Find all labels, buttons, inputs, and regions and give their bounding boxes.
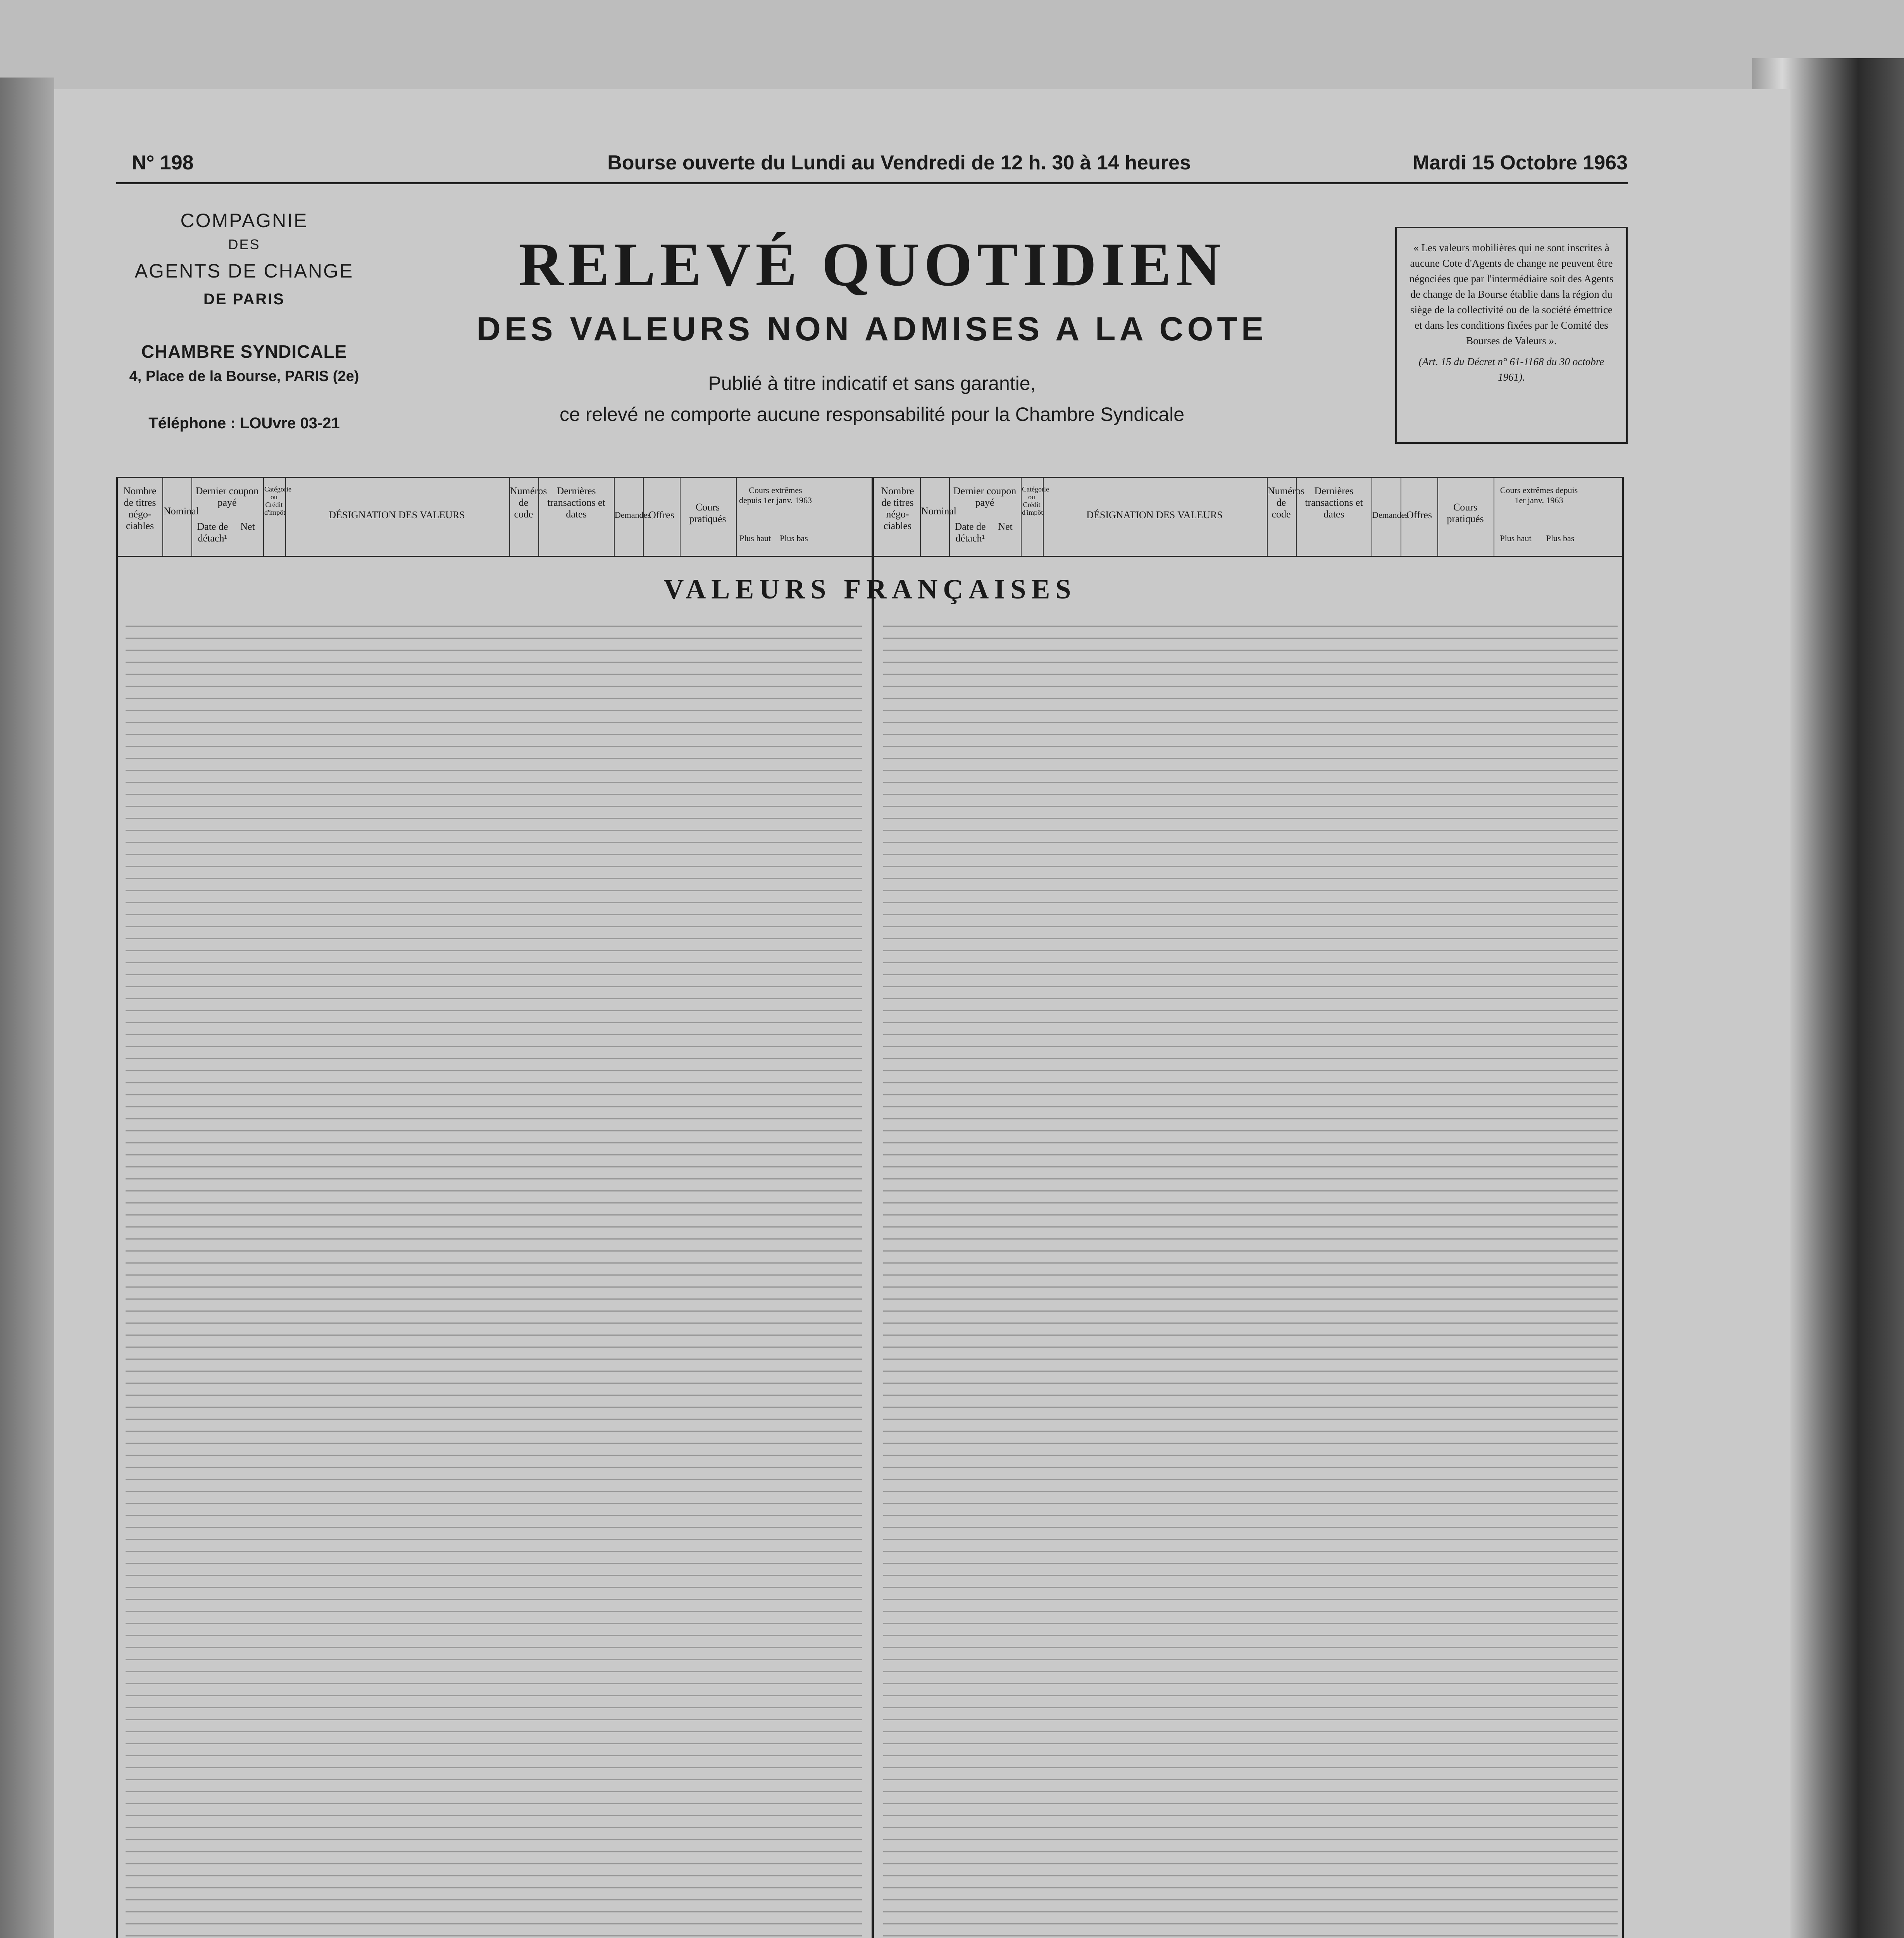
table-row xyxy=(883,986,1618,987)
table-row xyxy=(126,794,862,795)
table-row xyxy=(126,1419,862,1420)
table-row xyxy=(126,854,862,855)
table-row xyxy=(883,818,1618,819)
table-row xyxy=(126,1238,862,1240)
table-row xyxy=(883,1719,1618,1720)
table-row xyxy=(126,698,862,699)
col-dernier-coupon-right: Dernier coupon payé xyxy=(953,485,1017,508)
page-title: RELEVÉ QUOTIDIEN xyxy=(519,230,1225,299)
table-row xyxy=(126,1899,862,1900)
table-row xyxy=(126,902,862,903)
table-row xyxy=(883,1743,1618,1744)
header-rule xyxy=(116,182,1628,184)
table-row xyxy=(883,1238,1618,1240)
publication-note: Publié à titre indicatif et sans garantie, xyxy=(708,372,1036,394)
table-row xyxy=(126,1106,862,1107)
table-row xyxy=(883,626,1618,627)
table-row xyxy=(883,1491,1618,1492)
table-row xyxy=(126,1022,862,1023)
table-row xyxy=(126,1839,862,1840)
table-row xyxy=(126,1166,862,1167)
col-offres: Offres xyxy=(649,509,674,521)
table-row xyxy=(126,830,862,831)
table-row xyxy=(126,1887,862,1888)
legal-notice-reference: (Art. 15 du Décret n° 61-1168 du 30 octobre 1961). xyxy=(1418,356,1604,383)
table-row xyxy=(126,1935,862,1936)
table-row xyxy=(883,1058,1618,1059)
table-row xyxy=(126,962,862,963)
table-row xyxy=(883,902,1618,903)
table-row xyxy=(883,1503,1618,1504)
table-row xyxy=(126,722,862,723)
table-row xyxy=(126,1010,862,1011)
table-row xyxy=(883,830,1618,831)
col-divider xyxy=(538,478,539,556)
table-row xyxy=(126,938,862,939)
table-row xyxy=(126,818,862,819)
table-row xyxy=(126,1094,862,1095)
table-row xyxy=(883,1455,1618,1456)
table-row xyxy=(126,1599,862,1600)
table-row xyxy=(126,1503,862,1504)
table-row xyxy=(126,1743,862,1744)
table-row xyxy=(126,662,862,663)
table-row xyxy=(883,1563,1618,1564)
table-row xyxy=(126,1286,862,1288)
col-plus-haut: Plus haut xyxy=(739,533,771,543)
table-row xyxy=(126,926,862,927)
table-row xyxy=(883,1551,1618,1552)
table-row xyxy=(883,638,1618,639)
table-row xyxy=(126,1683,862,1684)
table-row xyxy=(126,806,862,807)
table-row xyxy=(883,674,1618,675)
table-row xyxy=(883,1010,1618,1011)
table-row xyxy=(126,674,862,675)
table-row xyxy=(126,866,862,867)
table-row xyxy=(126,1611,862,1612)
table-row xyxy=(126,1274,862,1276)
col-categorie: Catégorie ou Crédit d'impôt xyxy=(264,485,291,516)
table-row xyxy=(883,1274,1618,1276)
responsibility-note: ce relevé ne comporte aucune responsabilité pour la Chambre Syndicale xyxy=(559,403,1185,425)
table-row xyxy=(883,1298,1618,1300)
col-offres-right: Offres xyxy=(1406,509,1432,521)
table-row xyxy=(883,1322,1618,1324)
table-row xyxy=(126,890,862,891)
col-net: Net xyxy=(240,521,255,532)
table-row xyxy=(883,1635,1618,1636)
table-row xyxy=(883,1034,1618,1035)
issue-number: N° 198 xyxy=(132,152,194,174)
legal-notice-box xyxy=(1395,227,1628,444)
table-row xyxy=(126,1779,862,1780)
table-row xyxy=(126,1671,862,1672)
table-row xyxy=(126,1034,862,1035)
table-row xyxy=(883,1659,1618,1660)
table-row xyxy=(883,806,1618,807)
table-row xyxy=(126,1851,862,1852)
table-row xyxy=(883,1166,1618,1167)
table-row xyxy=(126,638,862,639)
table-row xyxy=(126,1467,862,1468)
table-row xyxy=(883,1262,1618,1264)
col-plus-bas: Plus bas xyxy=(780,533,808,543)
table-row xyxy=(126,1383,862,1384)
col-designation: DÉSIGNATION DES VALEURS xyxy=(329,509,465,521)
table-row xyxy=(126,1431,862,1432)
col-divider xyxy=(643,478,644,556)
table-row xyxy=(126,1322,862,1324)
col-code: Numéros de code xyxy=(510,485,547,520)
table-row xyxy=(883,1118,1618,1119)
table-row xyxy=(883,1887,1618,1888)
table-row xyxy=(126,1455,862,1456)
issue-date: Mardi 15 Octobre 1963 xyxy=(1413,152,1628,174)
table-row xyxy=(126,1154,862,1155)
table-row xyxy=(126,1310,862,1312)
table-row xyxy=(126,770,862,771)
table-row xyxy=(126,1142,862,1143)
table-row xyxy=(883,1839,1618,1840)
masthead-company: COMPAGNIE xyxy=(180,210,308,231)
table-row xyxy=(126,1587,862,1588)
table-row xyxy=(126,1815,862,1816)
col-dernier-coupon: Dernier coupon payé xyxy=(195,485,259,508)
securities-table xyxy=(116,477,1624,1938)
table-row xyxy=(126,842,862,843)
table-row xyxy=(126,626,862,627)
col-net-right: Net xyxy=(998,521,1013,532)
table-row xyxy=(126,950,862,951)
table-row xyxy=(126,914,862,915)
table-row xyxy=(126,746,862,747)
col-nominal-right: Nominal xyxy=(921,505,956,517)
left-page-edge xyxy=(0,78,54,1938)
table-row xyxy=(126,1395,862,1396)
table-row xyxy=(126,1214,862,1216)
table-row xyxy=(883,722,1618,723)
table-row xyxy=(883,842,1618,843)
table-row xyxy=(883,1335,1618,1336)
table-row xyxy=(883,1046,1618,1047)
table-row xyxy=(883,1815,1618,1816)
col-plus-haut-right: Plus haut xyxy=(1500,533,1532,543)
col-divider xyxy=(263,478,264,556)
table-row xyxy=(883,974,1618,975)
table-row xyxy=(126,686,862,687)
table-row xyxy=(126,1335,862,1336)
table-row xyxy=(883,1923,1618,1924)
table-row xyxy=(883,1286,1618,1288)
table-row xyxy=(883,734,1618,735)
table-row xyxy=(883,698,1618,699)
table-row xyxy=(883,1611,1618,1612)
table-row xyxy=(126,1767,862,1768)
table-row xyxy=(883,950,1618,951)
col-cours-extremes: Cours extrêmes depuis 1er janv. 1963 xyxy=(739,485,812,505)
table-row xyxy=(883,782,1618,783)
table-row xyxy=(883,1094,1618,1095)
table-row xyxy=(126,710,862,711)
table-row xyxy=(883,1142,1618,1143)
table-row xyxy=(883,926,1618,927)
col-divider xyxy=(920,478,921,556)
table-row xyxy=(126,650,862,651)
table-row xyxy=(883,1731,1618,1732)
table-row xyxy=(126,1058,862,1059)
table-center-divider xyxy=(872,478,874,1938)
table-row xyxy=(126,1551,862,1552)
table-row xyxy=(883,878,1618,879)
table-row xyxy=(126,1070,862,1071)
table-row xyxy=(126,1803,862,1804)
section-heading: VALEURS FRANÇAISES xyxy=(663,574,1077,605)
col-divider xyxy=(285,478,286,556)
table-row xyxy=(126,1130,862,1131)
table-row xyxy=(883,1671,1618,1672)
table-row xyxy=(126,734,862,735)
table-row xyxy=(126,1875,862,1876)
table-row xyxy=(883,1250,1618,1252)
table-row xyxy=(883,686,1618,687)
col-code-right: Numéros de code xyxy=(1268,485,1305,520)
table-row xyxy=(883,1178,1618,1179)
table-row xyxy=(883,1154,1618,1155)
table-row xyxy=(126,1359,862,1360)
table-row xyxy=(883,746,1618,747)
table-row xyxy=(883,1202,1618,1203)
table-row xyxy=(883,1359,1618,1360)
table-row xyxy=(883,1527,1618,1528)
table-row xyxy=(883,1803,1618,1804)
col-divider xyxy=(1021,478,1022,556)
table-row xyxy=(883,1623,1618,1624)
table-row xyxy=(126,998,862,999)
table-row xyxy=(126,782,862,783)
table-row xyxy=(883,1695,1618,1696)
masthead-address: 4, Place de la Bourse, PARIS (2e) xyxy=(129,368,359,384)
col-categorie-right: Catégorie ou Crédit d'impôt xyxy=(1022,485,1049,516)
table-row xyxy=(883,1190,1618,1191)
table-row xyxy=(883,794,1618,795)
table-row xyxy=(883,1647,1618,1648)
table-row xyxy=(883,998,1618,999)
table-row xyxy=(883,1587,1618,1588)
table-row xyxy=(883,1575,1618,1576)
table-row xyxy=(883,1022,1618,1023)
table-row xyxy=(126,1491,862,1492)
table-row xyxy=(126,1659,862,1660)
table-row xyxy=(883,1755,1618,1756)
col-date-detach: Date de détach¹ xyxy=(197,521,228,544)
masthead-des: DES xyxy=(228,236,260,252)
table-row xyxy=(126,1719,862,1720)
table-row xyxy=(883,1863,1618,1864)
table-row xyxy=(126,1262,862,1264)
table-row xyxy=(883,758,1618,759)
table-row xyxy=(126,1226,862,1228)
table-row xyxy=(126,1202,862,1203)
table-row xyxy=(883,1130,1618,1131)
table-row xyxy=(883,1851,1618,1852)
col-nombre-titres-right: Nombre de titres négo-ciables xyxy=(881,485,914,531)
table-row xyxy=(883,710,1618,711)
col-divider xyxy=(1296,478,1297,556)
table-row xyxy=(126,1695,862,1696)
table-row xyxy=(883,1431,1618,1432)
table-row xyxy=(883,854,1618,855)
table-row xyxy=(883,1214,1618,1216)
table-row xyxy=(883,1443,1618,1444)
table-row xyxy=(126,1707,862,1708)
table-row xyxy=(126,1082,862,1083)
col-plus-bas-right: Plus bas xyxy=(1546,533,1575,543)
table-row xyxy=(883,1827,1618,1828)
table-row xyxy=(883,938,1618,939)
table-row xyxy=(126,1575,862,1576)
table-row xyxy=(883,650,1618,651)
table-row xyxy=(126,1539,862,1540)
table-row xyxy=(126,1827,862,1828)
masthead-telephone: Téléphone : LOUvre 03-21 xyxy=(148,415,340,432)
table-row xyxy=(126,1647,862,1648)
col-nominal: Nominal xyxy=(164,505,199,517)
table-row xyxy=(883,1899,1618,1900)
table-row xyxy=(126,1527,862,1528)
table-row xyxy=(883,1407,1618,1408)
table-row xyxy=(883,1310,1618,1312)
legal-notice-text: « Les valeurs mobilières qui ne sont inscrites à aucune Cote d'Agents de change ne peuvent être négociées que par l'intermédiaire soit des Agents de change de la Bourse établie dans la région du siège de la collectivité ou de la société émettrice et dans les conditions fixées par le Comité des Bourses de Valeurs ». xyxy=(1409,242,1614,347)
table-row xyxy=(126,1479,862,1480)
table-row xyxy=(126,1923,862,1924)
table-row xyxy=(883,1707,1618,1708)
table-row xyxy=(883,1419,1618,1420)
col-demandes-right: Demandes xyxy=(1372,510,1408,520)
table-row xyxy=(126,1443,862,1444)
table-row xyxy=(126,1731,862,1732)
table-row xyxy=(126,1755,862,1756)
table-row xyxy=(126,1563,862,1564)
table-row xyxy=(883,962,1618,963)
table-row xyxy=(883,1767,1618,1768)
table-row xyxy=(126,1863,862,1864)
col-transactions: Dernières transactions et dates xyxy=(547,485,605,520)
col-date-detach-right: Date de détach¹ xyxy=(955,521,986,544)
table-row xyxy=(126,1515,862,1516)
table-row xyxy=(883,890,1618,891)
table-row xyxy=(126,1623,862,1624)
col-transactions-right: Dernières transactions et dates xyxy=(1305,485,1363,520)
table-row xyxy=(883,1070,1618,1071)
table-row xyxy=(126,1371,862,1372)
table-row xyxy=(883,866,1618,867)
col-designation-right: DÉSIGNATION DES VALEURS xyxy=(1086,509,1223,521)
col-demandes: Demandes xyxy=(615,510,651,520)
table-row xyxy=(883,1383,1618,1384)
table-row xyxy=(126,986,862,987)
table-row xyxy=(883,1395,1618,1396)
trading-hours: Bourse ouverte du Lundi au Vendredi de 12 h. 30 à 14 heures xyxy=(607,152,1191,174)
table-row xyxy=(883,1515,1618,1516)
table-row xyxy=(126,1190,862,1191)
table-row xyxy=(883,1371,1618,1372)
table-row xyxy=(883,1935,1618,1936)
table-row xyxy=(126,1635,862,1636)
table-row xyxy=(883,662,1618,663)
table-row xyxy=(883,1226,1618,1228)
table-row xyxy=(126,974,862,975)
table-row xyxy=(883,1106,1618,1107)
table-row xyxy=(126,758,862,759)
table-row xyxy=(883,1779,1618,1780)
col-cours-pratiques-right: Cours pratiqués xyxy=(1447,502,1484,524)
table-row xyxy=(883,1467,1618,1468)
col-cours-pratiques: Cours pratiqués xyxy=(689,502,726,524)
table-row xyxy=(883,1082,1618,1083)
masthead-chambre: CHAMBRE SYNDICALE xyxy=(141,341,347,362)
table-row xyxy=(126,1250,862,1252)
table-row xyxy=(126,1407,862,1408)
masthead-paris: DE PARIS xyxy=(203,291,285,308)
table-row xyxy=(126,1178,862,1179)
table-row xyxy=(883,1347,1618,1348)
col-divider xyxy=(1043,478,1044,556)
table-row xyxy=(883,1479,1618,1480)
table-row xyxy=(126,1791,862,1792)
table-row xyxy=(126,878,862,879)
table-row xyxy=(883,1683,1618,1684)
table-row xyxy=(126,1911,862,1912)
col-cours-extremes-right: Cours extrêmes depuis 1er janv. 1963 xyxy=(1500,485,1578,505)
table-row xyxy=(126,1118,862,1119)
table-row xyxy=(883,1539,1618,1540)
page-subtitle: DES VALEURS NON ADMISES A LA COTE xyxy=(476,310,1268,348)
table-row xyxy=(126,1347,862,1348)
table-row xyxy=(126,1046,862,1047)
col-nombre-titres: Nombre de titres négo-ciables xyxy=(123,485,157,531)
table-row xyxy=(883,1599,1618,1600)
table-row xyxy=(883,1911,1618,1912)
table-row xyxy=(126,1298,862,1300)
table-row xyxy=(883,1875,1618,1876)
table-header-rule xyxy=(118,556,1622,557)
table-row xyxy=(883,770,1618,771)
col-divider xyxy=(162,478,163,556)
table-row xyxy=(883,914,1618,915)
masthead-agents: AGENTS DE CHANGE xyxy=(134,260,354,282)
table-row xyxy=(883,1791,1618,1792)
